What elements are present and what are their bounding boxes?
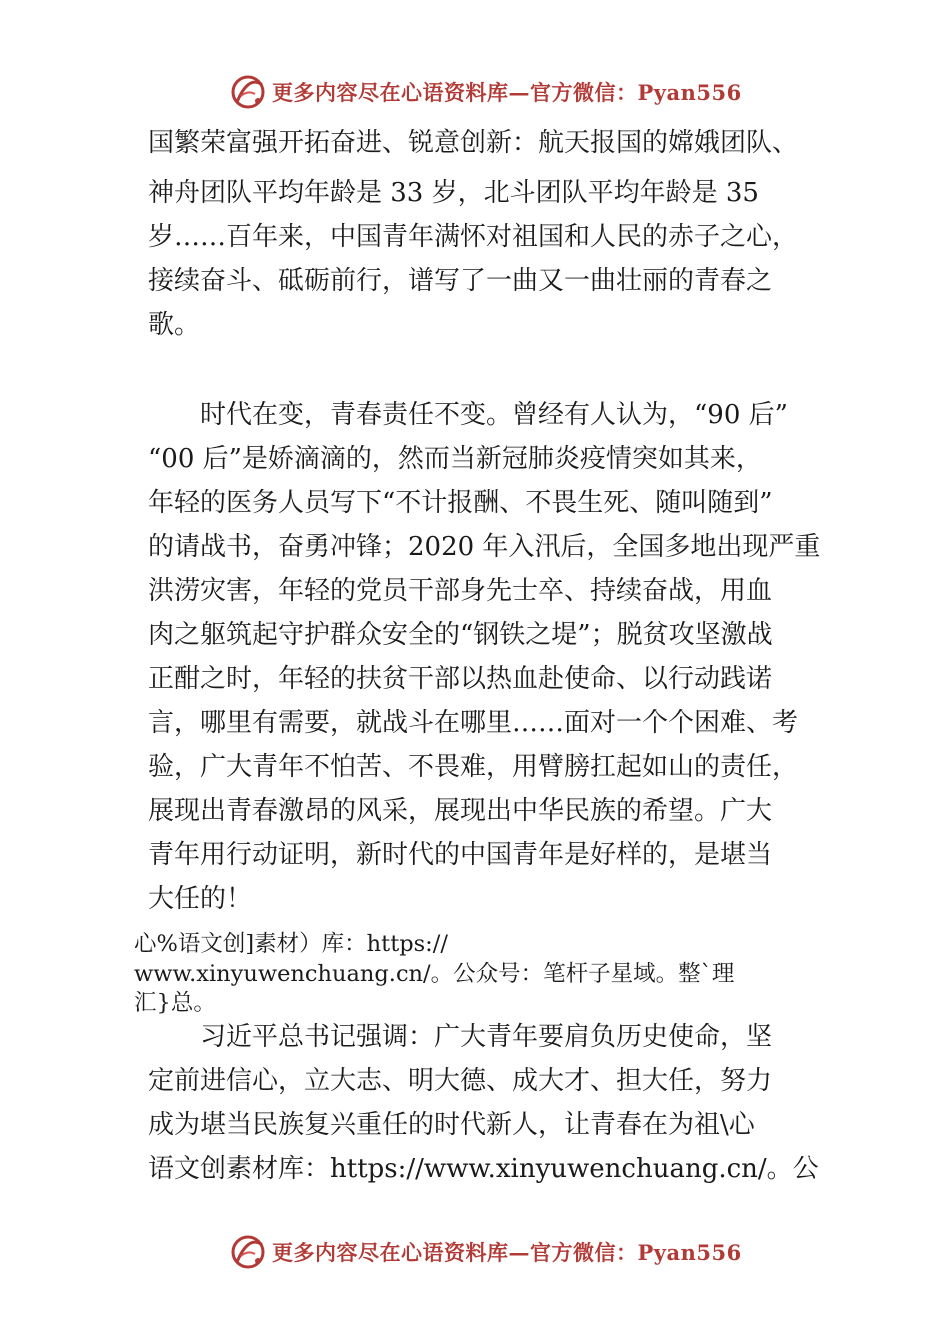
seal-logo-icon — [228, 1232, 268, 1272]
text-line: 国繁荣富强开拓奋进、锐意创新：航天报国的嫦娥团队、 — [148, 128, 799, 158]
text-line: 大任的！ — [148, 884, 253, 914]
banner-text: 更多内容尽在心语资料库—官方微信：Pyan556 — [272, 1240, 742, 1265]
header-banner — [228, 72, 742, 112]
banner-text: 更多内容尽在心语资料库—官方微信：Pyan556 — [272, 80, 742, 105]
text-line: 青年用行动证明，新时代的中国青年是好样的，是堪当 — [148, 840, 773, 870]
text-line: 心%语文创]素材）库：https:// — [134, 931, 448, 957]
text-line: 神舟团队平均年龄是 33 岁，北斗团队平均年龄是 35 — [148, 178, 759, 208]
text-line: 的请战书，奋勇冲锋；2020 年入汛后，全国多地出现严重 — [148, 532, 821, 562]
text-line: 语文创素材库：https://www.xinyuwenchuang.cn/。公 — [148, 1154, 819, 1184]
text-line: 汇}总。 — [134, 990, 216, 1016]
seal-logo-icon — [228, 72, 268, 112]
text-line: 年轻的医务人员写下“不计报酬、不畏生死、随叫随到” — [148, 488, 773, 518]
text-line: 正酣之时，年轻的扶贫干部以热血赴使命、以行动践诺 — [148, 664, 773, 694]
text-line: “00 后”是娇滴滴的，然而当新冠肺炎疫情突如其来， — [148, 444, 762, 474]
text-line: 定前进信心，立大志、明大德、成大才、担大任，努力 — [148, 1066, 773, 1096]
text-line: www.xinyuwenchuang.cn/。公众号：笔杆子星域。整`理 — [134, 961, 735, 987]
text-line: 言，哪里有需要，就战斗在哪里……面对一个个困难、考 — [148, 708, 799, 738]
text-line: 接续奋斗、砥砺前行，谱写了一曲又一曲壮丽的青春之 — [148, 266, 773, 296]
text-line: 时代在变，青春责任不变。曾经有人认为，“90 后” — [148, 400, 788, 430]
text-line: 成为堪当民族复兴重任的时代新人，让青春在为祖\心 — [148, 1110, 755, 1140]
text-line: 展现出青春激昂的风采，展现出中华民族的希望。广大 — [148, 796, 773, 826]
text-line: 岁……百年来，中国青年满怀对祖国和人民的赤子之心， — [148, 222, 799, 252]
text-line: 肉之躯筑起守护群众安全的“钢铁之堤”；脱贫攻坚激战 — [148, 620, 773, 650]
text-line: 歌。 — [148, 310, 201, 340]
text-line: 验，广大青年不怕苦、不畏难，用臂膀扛起如山的责任， — [148, 752, 799, 782]
text-line: 习近平总书记强调：广大青年要肩负历史使命，坚 — [148, 1022, 773, 1052]
footer-banner — [228, 1232, 742, 1272]
text-line: 洪涝灾害，年轻的党员干部身先士卒、持续奋战，用血 — [148, 576, 773, 606]
